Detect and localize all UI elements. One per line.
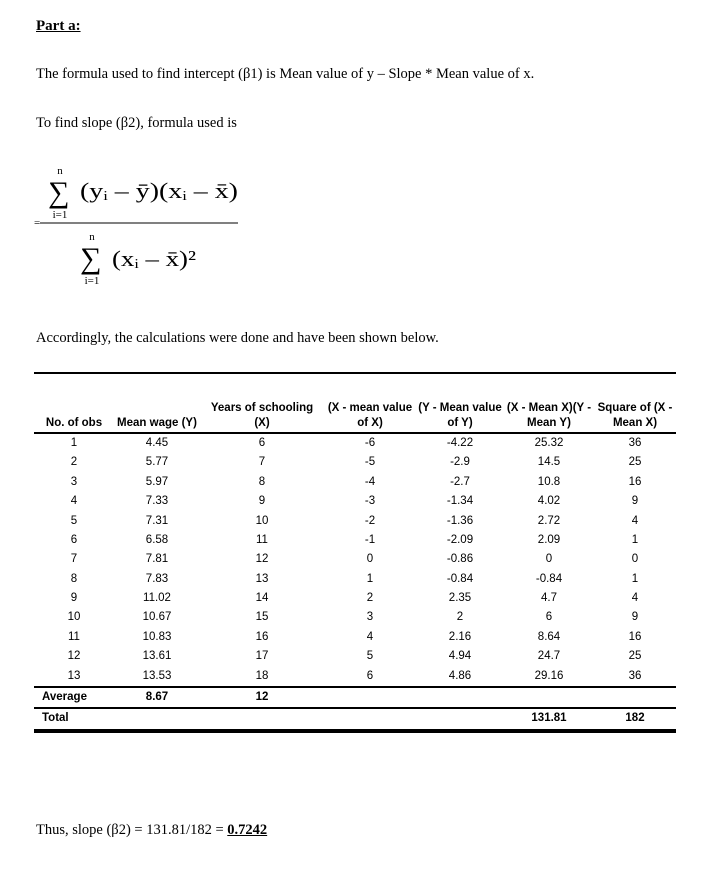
cell-square: 9 — [631, 495, 639, 508]
slope-result: 0.7242 — [227, 822, 268, 838]
cell-x-dev: -3 — [364, 495, 376, 508]
cell-square: 0 — [631, 553, 639, 566]
cell-obs: 9 — [70, 592, 78, 605]
svg-text:(yᵢ – ȳ)(xᵢ – x̄): (yᵢ – ȳ)(xᵢ – x̄) — [80, 178, 238, 203]
cell-x-dev: 0 — [366, 553, 374, 566]
cell-y-dev: -2.9 — [450, 456, 470, 469]
average-label: Average — [34, 687, 114, 708]
numerator-expression — [80, 178, 238, 203]
calculation-note: Accordingly, the calculations were done and have been shown below. — [36, 330, 439, 346]
intercept-formula-text: The formula used to find intercept (β1) is Mean value of y – Slope * Mean value of x. — [36, 66, 535, 82]
average-years: 12 — [200, 687, 324, 708]
cell-obs: 4 — [70, 495, 78, 508]
total-square: 182 — [594, 708, 676, 730]
cell-y-dev: -2.09 — [446, 533, 474, 546]
denominator-sum-upper: n — [89, 231, 95, 243]
slope-conclusion — [36, 822, 267, 839]
cell-mean-wage: 13.53 — [142, 669, 172, 682]
table-row — [34, 453, 676, 472]
cell-years: 7 — [258, 456, 266, 469]
cell-square: 25 — [628, 456, 642, 469]
cell-x-dev: -2 — [364, 514, 376, 527]
cell-years: 18 — [255, 669, 269, 682]
cell-cross-product: 4.02 — [537, 495, 561, 508]
table-row — [34, 492, 676, 511]
numerator-sum-lower: i=1 — [52, 209, 68, 221]
cell-obs: 5 — [70, 514, 78, 527]
cell-y-dev: 4.94 — [448, 650, 472, 663]
cell-square: 36 — [628, 436, 642, 449]
cell-years: 10 — [255, 514, 269, 527]
table-row — [34, 609, 676, 628]
formula-equals: = — [34, 217, 41, 229]
cell-square: 36 — [628, 669, 642, 682]
cell-obs: 1 — [70, 436, 78, 449]
cell-cross-product: 2.09 — [537, 533, 561, 546]
table-row — [34, 628, 676, 647]
cell-square: 4 — [631, 514, 639, 527]
cell-square: 1 — [631, 533, 639, 546]
cell-cross-product: 10.8 — [537, 475, 561, 488]
cell-x-dev: -1 — [364, 533, 376, 546]
cell-y-dev: -4.22 — [446, 436, 474, 449]
cell-y-dev: -1.36 — [446, 514, 474, 527]
cell-obs: 7 — [70, 553, 78, 566]
cell-cross-product: 14.5 — [537, 456, 561, 469]
cell-obs: 10 — [67, 611, 81, 624]
total-cross-product: 131.81 — [504, 708, 594, 730]
cell-cross-product: 0 — [545, 553, 553, 566]
cell-years: 11 — [256, 533, 268, 546]
cell-obs: 3 — [70, 475, 78, 488]
table-row — [34, 647, 676, 666]
cell-mean-wage: 10.83 — [142, 630, 172, 643]
cell-obs: 6 — [70, 533, 78, 546]
slope-formula — [34, 160, 244, 290]
cell-years: 14 — [255, 592, 269, 605]
cell-years: 17 — [255, 650, 269, 663]
cell-years: 6 — [258, 436, 266, 449]
cell-mean-wage: 7.83 — [145, 572, 169, 585]
cell-obs: 11 — [68, 630, 80, 643]
cell-cross-product: 8.64 — [537, 630, 561, 643]
regression-table — [34, 372, 676, 733]
numerator-sigma: ∑ — [48, 176, 70, 209]
denominator-expression — [112, 246, 196, 271]
cell-cross-product: 29.16 — [534, 669, 564, 682]
cell-mean-wage: 7.31 — [145, 514, 169, 527]
average-row — [34, 687, 676, 708]
numerator-sum-upper: n — [57, 165, 63, 177]
table-row — [34, 570, 676, 589]
cell-cross-product: 25.32 — [534, 436, 564, 449]
cell-square: 1 — [631, 572, 639, 585]
cell-x-dev: -6 — [364, 436, 376, 449]
col-header-cross-product: (X - Mean X)(Y - Mean Y) — [504, 373, 594, 433]
cell-mean-wage: 7.33 — [145, 495, 169, 508]
cell-x-dev: 1 — [366, 572, 374, 585]
table-row — [34, 589, 676, 608]
cell-y-dev: -0.84 — [446, 572, 474, 585]
total-row — [34, 708, 676, 730]
cell-obs: 12 — [67, 650, 81, 663]
cell-x-dev: 5 — [366, 650, 374, 663]
cell-years: 15 — [255, 611, 269, 624]
table-header-row — [34, 373, 676, 433]
cell-years: 16 — [255, 630, 269, 643]
cell-x-dev: 6 — [366, 669, 374, 682]
slope-formula-intro: To find slope (β2), formula used is — [36, 115, 237, 131]
col-header-obs: No. of obs — [34, 373, 114, 433]
table-row — [34, 512, 676, 531]
cell-x-dev: -4 — [364, 475, 376, 488]
cell-mean-wage: 4.45 — [145, 436, 169, 449]
cell-years: 12 — [255, 553, 269, 566]
cell-square: 9 — [631, 611, 639, 624]
svg-text:(xᵢ – x̄)²: (xᵢ – x̄)² — [112, 246, 197, 271]
table-row — [34, 531, 676, 550]
cell-years: 13 — [255, 572, 269, 585]
conclusion-text: Thus, slope (β2) = 131.81/182 = — [36, 822, 228, 838]
table-row — [34, 473, 676, 492]
cell-cross-product: 24.7 — [537, 650, 561, 663]
cell-y-dev: 2 — [456, 611, 464, 624]
cell-mean-wage: 13.61 — [142, 650, 172, 663]
cell-x-dev: 2 — [366, 592, 374, 605]
denominator-sum-lower: i=1 — [84, 275, 100, 287]
col-header-y-dev: (Y - Mean value of Y) — [416, 373, 504, 433]
col-header-years: Years of schooling (X) — [200, 373, 324, 433]
table-row — [34, 433, 676, 453]
table-body — [34, 433, 676, 687]
table-row — [34, 667, 676, 687]
table-row — [34, 550, 676, 569]
cell-years: 9 — [258, 495, 266, 508]
cell-mean-wage: 6.58 — [145, 533, 169, 546]
denominator-sigma: ∑ — [80, 242, 102, 275]
cell-y-dev: 2.16 — [448, 630, 472, 643]
col-header-x-dev: (X - mean value of X) — [324, 373, 416, 433]
cell-y-dev: -1.34 — [446, 495, 474, 508]
cell-mean-wage: 11.02 — [143, 592, 171, 605]
col-header-mean-wage: Mean wage (Y) — [114, 373, 200, 433]
average-mean-wage: 8.67 — [114, 687, 200, 708]
cell-x-dev: -5 — [364, 456, 376, 469]
cell-square: 16 — [628, 475, 642, 488]
cell-cross-product: 6 — [545, 611, 553, 624]
cell-y-dev: -2.7 — [450, 475, 470, 488]
cell-obs: 13 — [67, 669, 81, 682]
cell-y-dev: 2.35 — [448, 592, 472, 605]
cell-mean-wage: 10.67 — [142, 611, 172, 624]
cell-square: 16 — [628, 630, 642, 643]
cell-x-dev: 4 — [366, 630, 374, 643]
cell-obs: 2 — [70, 456, 78, 469]
col-header-square: Square of (X - Mean X) — [594, 373, 676, 433]
cell-x-dev: 3 — [366, 611, 374, 624]
cell-y-dev: -0.86 — [446, 553, 474, 566]
cell-y-dev: 4.86 — [448, 669, 472, 682]
cell-square: 4 — [631, 592, 639, 605]
total-label: Total — [34, 708, 114, 730]
cell-years: 8 — [258, 475, 266, 488]
cell-cross-product: 4.7 — [541, 592, 557, 605]
cell-square: 25 — [628, 650, 642, 663]
cell-cross-product: -0.84 — [535, 572, 563, 585]
cell-mean-wage: 5.77 — [145, 456, 169, 469]
cell-mean-wage: 7.81 — [145, 553, 169, 566]
cell-obs: 8 — [70, 572, 78, 585]
cell-cross-product: 2.72 — [537, 514, 561, 527]
part-heading: Part a: — [36, 18, 81, 34]
cell-mean-wage: 5.97 — [145, 475, 169, 488]
